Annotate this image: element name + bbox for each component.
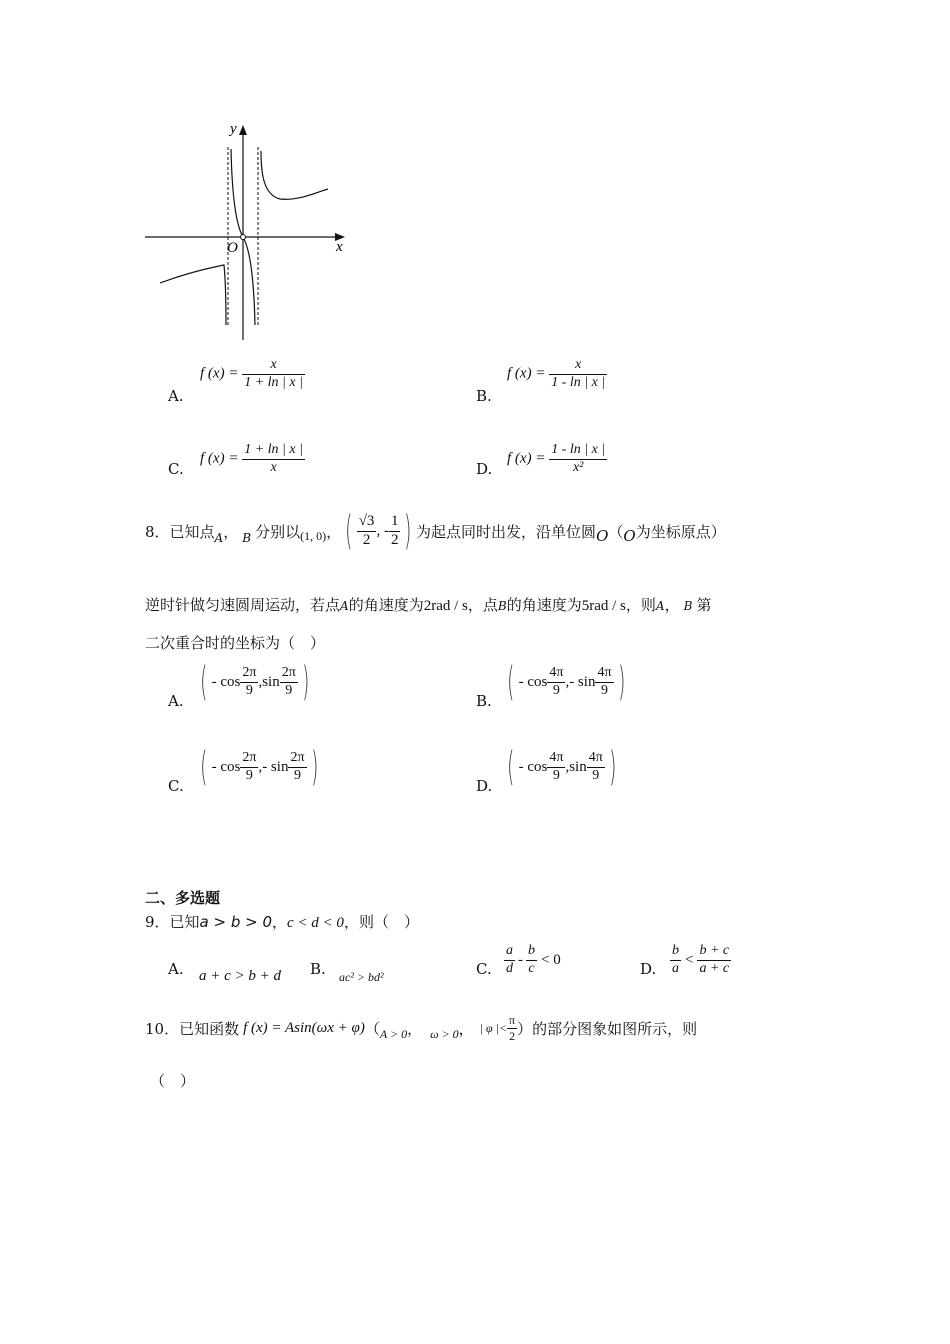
- q7-option-c-letter: C.: [168, 460, 184, 478]
- q8-option-b: ( - cos $\frac{4\pi}{9}$ ,- sin $\frac{4\pi}{9}$ ): [507, 659, 625, 705]
- q7-option-b: f (x) = $\frac{x}{1 - \ln | x |}$: [507, 357, 606, 390]
- x-axis-label: x: [336, 239, 343, 255]
- q7-option-b-letter: B.: [476, 387, 492, 405]
- q7-option-d: f (x) = $\frac{1 - \ln | x |}{\text{x²}}$: [507, 442, 606, 475]
- q7-option-a: f (x) = $\frac{x}{1 + \ln | x |}$: [200, 357, 303, 390]
- q9-option-d-letter: D.: [640, 960, 657, 978]
- q8-stem-line3: 二次重合时的坐标为（ ）: [145, 634, 326, 652]
- function-graph: [140, 115, 360, 350]
- q8-option-c: ( - cos $\frac{2\pi}{9}$ ,- sin $\frac{2\pi}{9}$ ): [200, 744, 318, 790]
- q10-answer-blank: （ ）: [150, 1072, 196, 1090]
- origin-point: [241, 235, 246, 240]
- q9-option-c-letter: C.: [476, 960, 492, 978]
- q9-option-b-letter: B.: [310, 960, 326, 978]
- q8-option-a-letter: A.: [168, 692, 184, 710]
- section-heading: 二、多选题: [145, 889, 221, 907]
- q7-option-a-letter: A.: [168, 387, 184, 405]
- q8-stem-line1: 8．已知点 A ， B 分别以 (1, 0) ， ( $\frac{√3}{2}$ , - $\frac{1}{2}$ ) 为起点同时出发，沿单位圆 O （ O 为坐标原点）: [145, 508, 726, 554]
- y-axis-label: y: [230, 121, 237, 137]
- curve-left-branch: [160, 265, 226, 325]
- y-axis-arrow: [239, 125, 247, 135]
- q7-option-d-letter: D.: [476, 460, 493, 478]
- q9-option-a: a + c > b + d: [199, 968, 282, 984]
- q9-option-b: ac² > bd²: [339, 970, 384, 984]
- q9-option-d: $\frac{b}{a}$ < $\frac{b + c}{a + c}$: [672, 943, 730, 976]
- q8-option-a: ( - cos $\frac{2\pi}{9}$ ,sin $\frac{2\pi}{9}$ ): [200, 659, 310, 705]
- q8-option-d: ( - cos $\frac{4\pi}{9}$ ,sin $\frac{4\pi}{9}$ ): [507, 744, 617, 790]
- q9-option-c: $\frac{a}{d}$ - $\frac{b}{c}$ < 0: [506, 943, 561, 976]
- curve-right-branch: [261, 151, 328, 199]
- q7-option-c: f (x) = $\frac{1 + \ln | x |}{x}$: [200, 442, 303, 475]
- q8-option-c-letter: C.: [168, 777, 184, 795]
- q10-stem: 10．已知函数 f (x) = Asin(ωx + φ) （ A > 0 ， ω > 0 ， | φ |< $\frac{\pi}{2}$ ）的部分图象如图所示，则: [145, 1012, 698, 1043]
- q9-stem: 9．已知a > b > 0，c < d < 0，则（ ）: [145, 913, 419, 931]
- q8-option-d-letter: D.: [476, 777, 493, 795]
- q8-option-b-letter: B.: [476, 692, 492, 710]
- origin-label: O: [227, 240, 238, 256]
- q9-option-a-letter: A.: [168, 960, 184, 978]
- q8-stem-line2: 逆时针做匀速圆周运动，若点A的角速度为2rad / s，点B的角速度为5rad / s，则A， B 第: [145, 596, 712, 614]
